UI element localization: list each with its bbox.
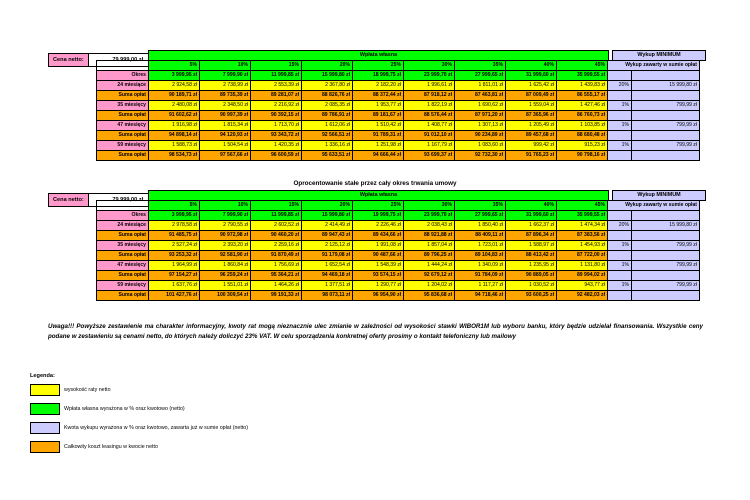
net-price-value-1: 79 999,00 zł bbox=[89, 53, 168, 67]
cell-0-4: 18 999,75 zł bbox=[353, 71, 404, 81]
cell-4-5: 88 576,44 zł bbox=[404, 111, 455, 121]
cell-7-4: 1 290,77 zł bbox=[353, 281, 404, 291]
cell-1-3: 2 414,49 zł bbox=[302, 221, 353, 231]
cell-6-2: 95 364,21 zł bbox=[251, 271, 302, 281]
cell-8-0: 101 427,76 zł bbox=[149, 291, 200, 301]
cell-6-4: 91 789,31 zł bbox=[353, 131, 404, 141]
table-row bbox=[97, 101, 700, 111]
cell-7-3: 1 377,51 zł bbox=[302, 281, 353, 291]
cell-2-4: 89 434,66 zł bbox=[353, 231, 404, 241]
cell-4-1: 92 581,90 zł bbox=[200, 251, 251, 261]
cell-7-0: 1 637,76 zł bbox=[149, 281, 200, 291]
own-payment-header-1: Wpłata własna bbox=[148, 50, 609, 61]
cell-3-3: 2 125,12 zł bbox=[302, 241, 353, 251]
cell-2-5: 88 921,88 zł bbox=[404, 231, 455, 241]
cell-6-1: 94 120,93 zł bbox=[200, 131, 251, 141]
cell-5-2: 1 756,69 zł bbox=[251, 261, 302, 271]
cell-4-5: 89 796,25 zł bbox=[404, 251, 455, 261]
pricing-table-2 bbox=[96, 200, 700, 301]
cell-0-5: 23 999,70 zł bbox=[404, 71, 455, 81]
legend-item-3 bbox=[30, 441, 158, 453]
column-header-20pct: 20% bbox=[302, 61, 353, 71]
cell-0-7: 31 999,60 zł bbox=[506, 211, 557, 221]
cell-1-4: 2 226,46 zł bbox=[353, 221, 404, 231]
cell-0-6: 27 999,65 zł bbox=[455, 71, 506, 81]
cell-6-6: 91 784,09 zł bbox=[455, 271, 506, 281]
column-header-5pct: 5% bbox=[149, 201, 200, 211]
cell-4-6: 89 104,83 zł bbox=[455, 251, 506, 261]
cell-5-3: 1 612,06 zł bbox=[302, 121, 353, 131]
cell-4-3: 89 786,91 zł bbox=[302, 111, 353, 121]
row-label: Okres bbox=[97, 71, 149, 81]
cell-2-3: 88 826,76 zł bbox=[302, 91, 353, 101]
cell-4-2: 90 392,15 zł bbox=[251, 111, 302, 121]
legend-item-2 bbox=[30, 422, 248, 434]
net-price-value-2: 79 999,00 zł bbox=[89, 193, 168, 207]
cell-1-7: 1 625,42 zł bbox=[506, 81, 557, 91]
legend-swatch bbox=[30, 403, 60, 415]
column-header-30pct: 30% bbox=[404, 61, 455, 71]
cell-5-2: 1 713,70 zł bbox=[251, 121, 302, 131]
cell-5-8: 1 131,80 zł bbox=[557, 261, 608, 271]
buyout-value bbox=[632, 131, 700, 141]
cell-0-2: 11 999,85 zł bbox=[251, 211, 302, 221]
cell-2-7: 87 896,34 zł bbox=[506, 231, 557, 241]
table-header-row bbox=[97, 201, 700, 211]
buyout-percent bbox=[608, 91, 632, 101]
table-row bbox=[97, 91, 700, 101]
cell-0-6: 27 999,65 zł bbox=[455, 211, 506, 221]
middle-title: Oprocentowanie stałe przez cały okres trwania umowy bbox=[293, 180, 457, 187]
cell-6-6: 90 234,89 zł bbox=[455, 131, 506, 141]
column-header-40pct: 40% bbox=[506, 201, 557, 211]
cell-3-6: 1 690,62 zł bbox=[455, 101, 506, 111]
buyout-percent: 1% bbox=[608, 121, 632, 131]
buyout-percent: 1% bbox=[608, 261, 632, 271]
table-row bbox=[97, 131, 700, 141]
buyout-value bbox=[632, 291, 700, 301]
cell-8-6: 94 718,46 zł bbox=[455, 291, 506, 301]
column-header-15pct: 15% bbox=[251, 201, 302, 211]
buyout-value bbox=[632, 71, 700, 81]
legend-text: Kwota wykupu wyrażona w % oraz kwotowo, zawarta już w sumie opłat (netto) bbox=[64, 424, 248, 431]
cell-6-2: 93 343,72 zł bbox=[251, 131, 302, 141]
cell-5-5: 1 444,24 zł bbox=[404, 261, 455, 271]
cell-1-6: 1 850,40 zł bbox=[455, 221, 506, 231]
cell-2-1: 90 972,98 zł bbox=[200, 231, 251, 241]
cell-5-8: 1 103,85 zł bbox=[557, 121, 608, 131]
buyout-percent bbox=[608, 251, 632, 261]
buyout-value: 799,99 zł bbox=[632, 241, 700, 251]
buyout-value bbox=[632, 111, 700, 121]
column-header-15pct: 15% bbox=[251, 61, 302, 71]
buyout-value: 15 999,80 zł bbox=[632, 221, 700, 231]
cell-8-3: 95 633,51 zł bbox=[302, 151, 353, 161]
buyout-value: 799,99 zł bbox=[632, 281, 700, 291]
cell-6-1: 96 259,24 zł bbox=[200, 271, 251, 281]
cell-1-1: 2 790,55 zł bbox=[200, 221, 251, 231]
minimum-buyout-subheader: Wykup zawarty w sumie opłat bbox=[608, 61, 700, 71]
table-row bbox=[97, 141, 700, 151]
cell-7-1: 1 551,01 zł bbox=[200, 281, 251, 291]
cell-7-4: 1 251,98 zł bbox=[353, 141, 404, 151]
cell-1-5: 2 038,43 zł bbox=[404, 221, 455, 231]
cell-8-1: 100 309,54 zł bbox=[200, 291, 251, 301]
cell-7-8: 943,77 zł bbox=[557, 281, 608, 291]
cell-6-0: 97 154,27 zł bbox=[149, 271, 200, 281]
cell-0-0: 3 999,95 zł bbox=[149, 211, 200, 221]
cell-0-8: 35 999,55 zł bbox=[557, 71, 608, 81]
cell-2-2: 90 460,20 zł bbox=[251, 231, 302, 241]
cell-7-5: 1 204,02 zł bbox=[404, 281, 455, 291]
cell-3-8: 1 454,93 zł bbox=[557, 241, 608, 251]
column-header-45pct: 45% bbox=[557, 61, 608, 71]
cell-6-8: 88 680,48 zł bbox=[557, 131, 608, 141]
cell-0-2: 11 999,85 zł bbox=[251, 71, 302, 81]
legend-item-0 bbox=[30, 384, 111, 396]
cell-2-7: 87 009,49 zł bbox=[506, 91, 557, 101]
cell-4-4: 89 181,67 zł bbox=[353, 111, 404, 121]
legend-swatch bbox=[30, 441, 60, 453]
legend-swatch bbox=[30, 384, 60, 396]
own-payment-header-2: Wpłata własna bbox=[148, 190, 609, 201]
cell-3-0: 2 527,24 zł bbox=[149, 241, 200, 251]
row-label: Okres bbox=[97, 211, 149, 221]
cell-8-5: 95 836,68 zł bbox=[404, 291, 455, 301]
row-label: 59 miesięcy bbox=[97, 281, 149, 291]
buyout-value bbox=[632, 251, 700, 261]
legend-text: Całkowity koszt leasingu w kwocie netto bbox=[64, 443, 158, 450]
cell-0-0: 3 999,95 zł bbox=[149, 71, 200, 81]
cell-7-1: 1 504,54 zł bbox=[200, 141, 251, 151]
cell-3-2: 2 259,16 zł bbox=[251, 241, 302, 251]
row-label: 24 miesiące bbox=[97, 221, 149, 231]
minimum-buyout-header-2: Wykup MINIMUM bbox=[612, 190, 706, 201]
cell-4-3: 91 179,08 zł bbox=[302, 251, 353, 261]
table-row bbox=[97, 261, 700, 271]
cell-5-4: 1 510,42 zł bbox=[353, 121, 404, 131]
row-label: Suma opłat bbox=[97, 251, 149, 261]
corner-cell bbox=[97, 61, 149, 71]
cell-7-2: 1 464,26 zł bbox=[251, 281, 302, 291]
cell-4-0: 93 253,32 zł bbox=[149, 251, 200, 261]
cell-8-2: 99 191,33 zł bbox=[251, 291, 302, 301]
buyout-percent: 1% bbox=[608, 101, 632, 111]
row-label: Suma opłat bbox=[97, 91, 149, 101]
cell-0-1: 7 999,90 zł bbox=[200, 71, 251, 81]
cell-1-2: 2 602,52 zł bbox=[251, 221, 302, 231]
cell-7-2: 1 420,35 zł bbox=[251, 141, 302, 151]
cell-2-3: 89 947,43 zł bbox=[302, 231, 353, 241]
cell-1-3: 2 367,80 zł bbox=[302, 81, 353, 91]
column-header-40pct: 40% bbox=[506, 61, 557, 71]
cell-4-8: 86 760,73 zł bbox=[557, 111, 608, 121]
cell-8-4: 96 954,90 zł bbox=[353, 291, 404, 301]
buyout-value: 15 999,80 zł bbox=[632, 81, 700, 91]
cell-1-7: 1 662,37 zł bbox=[506, 221, 557, 231]
buyout-percent: 1% bbox=[608, 281, 632, 291]
buyout-percent bbox=[608, 151, 632, 161]
cell-4-8: 87 722,00 zł bbox=[557, 251, 608, 261]
cell-7-3: 1 336,16 zł bbox=[302, 141, 353, 151]
cell-1-2: 2 553,39 zł bbox=[251, 81, 302, 91]
minimum-buyout-subheader: Wykup zawarty w sumie opłat bbox=[608, 201, 700, 211]
cell-2-4: 88 372,44 zł bbox=[353, 91, 404, 101]
cell-3-5: 1 822,19 zł bbox=[404, 101, 455, 111]
cell-0-7: 31 999,60 zł bbox=[506, 71, 557, 81]
cell-3-1: 2 348,50 zł bbox=[200, 101, 251, 111]
cell-2-5: 87 918,12 zł bbox=[404, 91, 455, 101]
cell-1-8: 1 439,83 zł bbox=[557, 81, 608, 91]
cell-2-6: 88 409,11 zł bbox=[455, 231, 506, 241]
cell-7-7: 999,42 zł bbox=[506, 141, 557, 151]
buyout-percent bbox=[608, 231, 632, 241]
cell-3-2: 2 216,92 zł bbox=[251, 101, 302, 111]
row-label: 47 miesięcy bbox=[97, 261, 149, 271]
row-label: 24 miesiące bbox=[97, 81, 149, 91]
cell-6-4: 93 574,15 zł bbox=[353, 271, 404, 281]
cell-6-0: 94 898,14 zł bbox=[149, 131, 200, 141]
table-row bbox=[97, 271, 700, 281]
cell-0-5: 23 999,70 zł bbox=[404, 211, 455, 221]
cell-7-5: 1 167,79 zł bbox=[404, 141, 455, 151]
cell-3-4: 1 991,08 zł bbox=[353, 241, 404, 251]
cell-0-8: 35 999,55 zł bbox=[557, 211, 608, 221]
row-label: 35 miesięcy bbox=[97, 101, 149, 111]
cell-6-3: 92 566,51 zł bbox=[302, 131, 353, 141]
cell-6-7: 90 889,05 zł bbox=[506, 271, 557, 281]
table-row bbox=[97, 231, 700, 241]
table-header-row bbox=[97, 61, 700, 71]
cell-7-6: 1 083,60 zł bbox=[455, 141, 506, 151]
cell-0-3: 15 999,80 zł bbox=[302, 211, 353, 221]
cell-1-6: 1 811,01 zł bbox=[455, 81, 506, 91]
table-row bbox=[97, 151, 700, 161]
buyout-value: 799,99 zł bbox=[632, 101, 700, 111]
buyout-percent bbox=[608, 211, 632, 221]
cell-5-6: 1 307,13 zł bbox=[455, 121, 506, 131]
legend-text: wysokość raty netto bbox=[64, 386, 111, 393]
cell-5-1: 1 860,84 zł bbox=[200, 261, 251, 271]
buyout-value bbox=[632, 211, 700, 221]
cell-7-8: 915,23 zł bbox=[557, 141, 608, 151]
buyout-value: 799,99 zł bbox=[632, 261, 700, 271]
buyout-value: 799,99 zł bbox=[632, 121, 700, 131]
cell-4-7: 87 365,96 zł bbox=[506, 111, 557, 121]
table-row bbox=[97, 81, 700, 91]
cell-6-5: 91 012,10 zł bbox=[404, 131, 455, 141]
legend-title: Legenda: bbox=[30, 373, 55, 379]
minimum-buyout-header-1: Wykup MINIMUM bbox=[612, 50, 706, 61]
column-header-10pct: 10% bbox=[200, 61, 251, 71]
cell-1-5: 1 996,61 zł bbox=[404, 81, 455, 91]
net-price-label-1: Cena netto: bbox=[48, 53, 89, 67]
cell-8-8: 92 482,03 zł bbox=[557, 291, 608, 301]
disclaimer-note: Uwaga!!! Powyższe zestawienie ma charakter informacyjny, kwoty rat mogą nieznacznie ulec zmianie w zależności od wysokości stawki WIBOR1M lub wyboru banku, który będzie udzielał finansowania. Wszystkie ceny podane w zestawieniu są cenami netto, do których należy doliczyć 23% VAT. W celu sporządzenia konkretnej oferty prosimy o kontakt telefoniczny lub mailowy bbox=[48, 323, 703, 340]
cell-8-6: 92 732,30 zł bbox=[455, 151, 506, 161]
row-label: Suma opłat bbox=[97, 231, 149, 241]
column-header-35pct: 35% bbox=[455, 61, 506, 71]
buyout-value bbox=[632, 151, 700, 161]
legend-text: Wpłata własna wyrażona w % oraz kwotowo (netto) bbox=[64, 405, 185, 412]
cell-1-8: 1 474,34 zł bbox=[557, 221, 608, 231]
cell-6-7: 89 457,68 zł bbox=[506, 131, 557, 141]
buyout-percent bbox=[608, 111, 632, 121]
row-label: 47 miesięcy bbox=[97, 121, 149, 131]
buyout-value: 799,99 zł bbox=[632, 141, 700, 151]
column-header-45pct: 45% bbox=[557, 201, 608, 211]
cell-8-2: 96 600,59 zł bbox=[251, 151, 302, 161]
buyout-percent: 1% bbox=[608, 141, 632, 151]
cell-8-8: 90 798,16 zł bbox=[557, 151, 608, 161]
cell-3-5: 1 857,04 zł bbox=[404, 241, 455, 251]
buyout-percent bbox=[608, 71, 632, 81]
cell-0-1: 7 999,90 zł bbox=[200, 211, 251, 221]
cell-5-1: 1 815,34 zł bbox=[200, 121, 251, 131]
pricing-table-1 bbox=[96, 60, 700, 161]
cell-8-7: 93 600,25 zł bbox=[506, 291, 557, 301]
cell-5-3: 1 652,54 zł bbox=[302, 261, 353, 271]
row-label: 35 miesięcy bbox=[97, 241, 149, 251]
buyout-percent: 20% bbox=[608, 221, 632, 231]
row-label: Suma opłat bbox=[97, 131, 149, 141]
cell-3-8: 1 427,46 zł bbox=[557, 101, 608, 111]
cell-5-5: 1 408,77 zł bbox=[404, 121, 455, 131]
cell-3-4: 1 953,77 zł bbox=[353, 101, 404, 111]
cell-4-0: 91 602,62 zł bbox=[149, 111, 200, 121]
cell-3-7: 1 588,97 zł bbox=[506, 241, 557, 251]
table-row bbox=[97, 121, 700, 131]
buyout-percent bbox=[608, 271, 632, 281]
cell-2-0: 91 485,75 zł bbox=[149, 231, 200, 241]
cell-8-1: 97 567,66 zł bbox=[200, 151, 251, 161]
cell-8-5: 93 699,37 zł bbox=[404, 151, 455, 161]
cell-4-7: 88 413,42 zł bbox=[506, 251, 557, 261]
row-label: 59 miesięcy bbox=[97, 141, 149, 151]
cell-4-6: 87 971,20 zł bbox=[455, 111, 506, 121]
cell-2-0: 90 189,71 zł bbox=[149, 91, 200, 101]
cell-8-3: 98 073,11 zł bbox=[302, 291, 353, 301]
column-header-35pct: 35% bbox=[455, 201, 506, 211]
cell-3-6: 1 723,01 zł bbox=[455, 241, 506, 251]
buyout-percent: 20% bbox=[608, 81, 632, 91]
column-header-20pct: 20% bbox=[302, 201, 353, 211]
table-row bbox=[97, 221, 700, 231]
cell-5-0: 1 964,99 zł bbox=[149, 261, 200, 271]
cell-2-2: 89 281,07 zł bbox=[251, 91, 302, 101]
table-row bbox=[97, 211, 700, 221]
column-header-10pct: 10% bbox=[200, 201, 251, 211]
cell-2-8: 87 383,56 zł bbox=[557, 231, 608, 241]
row-label: Suma opłat bbox=[97, 151, 149, 161]
cell-1-0: 2 924,58 zł bbox=[149, 81, 200, 91]
cell-0-3: 15 999,80 zł bbox=[302, 71, 353, 81]
cell-4-2: 91 870,49 zł bbox=[251, 251, 302, 261]
buyout-value bbox=[632, 231, 700, 241]
column-header-5pct: 5% bbox=[149, 61, 200, 71]
table-row bbox=[97, 251, 700, 261]
cell-6-3: 94 469,18 zł bbox=[302, 271, 353, 281]
corner-cell bbox=[97, 201, 149, 211]
cell-8-7: 91 765,23 zł bbox=[506, 151, 557, 161]
cell-4-1: 90 997,39 zł bbox=[200, 111, 251, 121]
legend-swatch bbox=[30, 422, 60, 434]
cell-7-6: 1 117,27 zł bbox=[455, 281, 506, 291]
cell-6-8: 89 994,02 zł bbox=[557, 271, 608, 281]
table-row bbox=[97, 241, 700, 251]
cell-5-6: 1 340,09 zł bbox=[455, 261, 506, 271]
buyout-percent bbox=[608, 131, 632, 141]
cell-1-4: 2 182,20 zł bbox=[353, 81, 404, 91]
buyout-percent: 1% bbox=[608, 241, 632, 251]
cell-8-0: 98 534,73 zł bbox=[149, 151, 200, 161]
cell-5-7: 1 235,95 zł bbox=[506, 261, 557, 271]
cell-3-7: 1 559,04 zł bbox=[506, 101, 557, 111]
table-row bbox=[97, 281, 700, 291]
net-price-label-2: Cena netto: bbox=[48, 193, 89, 207]
cell-5-0: 1 916,98 zł bbox=[149, 121, 200, 131]
column-header-30pct: 30% bbox=[404, 201, 455, 211]
cell-7-7: 1 030,52 zł bbox=[506, 281, 557, 291]
cell-5-4: 1 548,39 zł bbox=[353, 261, 404, 271]
table-row bbox=[97, 71, 700, 81]
row-label: Suma opłat bbox=[97, 291, 149, 301]
column-header-25pct: 25% bbox=[353, 201, 404, 211]
buyout-value bbox=[632, 91, 700, 101]
buyout-percent bbox=[608, 291, 632, 301]
cell-2-1: 89 735,39 zł bbox=[200, 91, 251, 101]
cell-0-4: 19 999,75 zł bbox=[353, 211, 404, 221]
table-row bbox=[97, 291, 700, 301]
cell-4-4: 90 487,66 zł bbox=[353, 251, 404, 261]
cell-5-7: 1 205,49 zł bbox=[506, 121, 557, 131]
buyout-value bbox=[632, 271, 700, 281]
cell-6-5: 92 679,12 zł bbox=[404, 271, 455, 281]
row-label: Suma opłat bbox=[97, 271, 149, 281]
cell-1-0: 2 978,58 zł bbox=[149, 221, 200, 231]
cell-2-6: 87 463,81 zł bbox=[455, 91, 506, 101]
table-row bbox=[97, 111, 700, 121]
column-header-25pct: 25% bbox=[353, 61, 404, 71]
cell-3-0: 2 480,08 zł bbox=[149, 101, 200, 111]
cell-3-3: 2 085,35 zł bbox=[302, 101, 353, 111]
cell-8-4: 94 666,44 zł bbox=[353, 151, 404, 161]
cell-2-8: 86 555,17 zł bbox=[557, 91, 608, 101]
cell-3-1: 2 393,20 zł bbox=[200, 241, 251, 251]
legend-item-1 bbox=[30, 403, 185, 415]
cell-1-1: 2 738,99 zł bbox=[200, 81, 251, 91]
row-label: Suma opłat bbox=[97, 111, 149, 121]
cell-7-0: 1 588,73 zł bbox=[149, 141, 200, 151]
